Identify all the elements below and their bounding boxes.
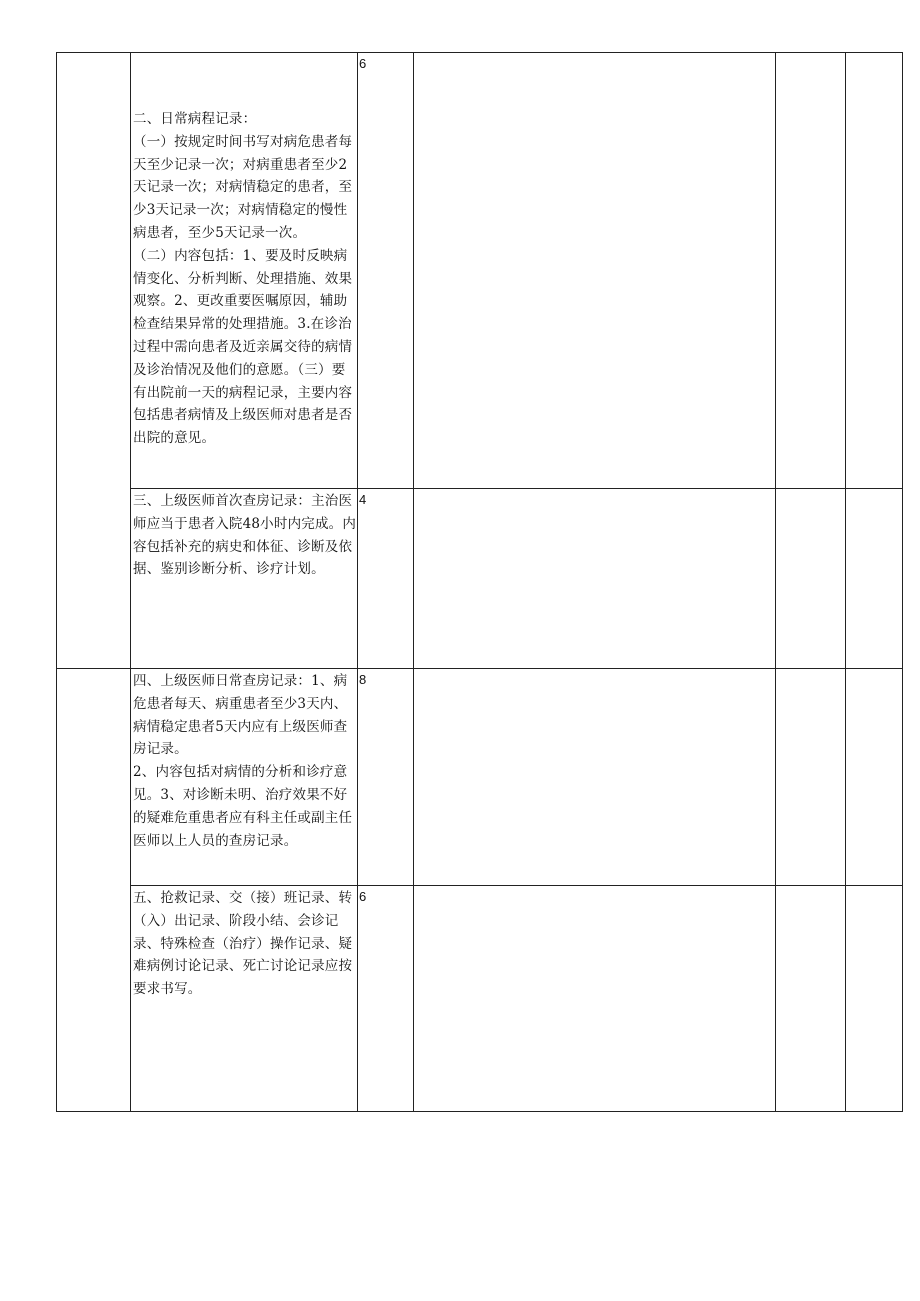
deduction-cell <box>414 886 776 1112</box>
criteria-paragraph: 五、抢救记录、交（接）班记录、转（入）出记录、阶段小结、会诊记录、特殊检查（治疗）操作记录、疑难病例讨论记录、死亡讨论记录应按要求书写。 <box>133 890 353 998</box>
criteria-text <box>131 886 357 1001</box>
criteria-cell <box>131 53 358 489</box>
criteria-cell <box>131 489 358 669</box>
remarks-cell <box>846 886 903 1112</box>
table-row <box>57 53 903 489</box>
criteria-cell <box>131 886 358 1112</box>
criteria-text <box>131 489 357 581</box>
deduction-cell <box>414 669 776 886</box>
table-row <box>57 669 903 886</box>
criteria-paragraph: （二）内容包括：1、要及时反映病情变化、分析判断、处理措施、效果观察。2、更改重要医嘱原因，辅助检查结果异常的处理措施。3.在诊治过程中需向患者及近亲属交待的病情及诊治情况及他们的意愿。（三）要有出院前一天的病程记录，主要内容包括患者病情及上级医师对患者是否出院的意见。 <box>133 247 353 447</box>
table-row <box>57 886 903 1112</box>
evaluation-table <box>56 52 903 1112</box>
category-cell <box>57 53 131 669</box>
deducted-points-cell <box>776 669 846 886</box>
deducted-points-cell <box>776 489 846 669</box>
score-cell <box>358 489 414 669</box>
criteria-text <box>131 669 357 852</box>
deducted-points-cell <box>776 53 846 489</box>
criteria-paragraph: 二、日常病程记录： <box>133 111 257 127</box>
deduction-cell <box>414 53 776 489</box>
score-value: 6 <box>359 56 367 71</box>
score-value: 4 <box>359 492 367 507</box>
criteria-paragraph: 三、上级医师首次查房记录：主治医师应当于患者入院48小时内完成。内容包括补充的病史和体征、诊断及依据、鉴别诊断分析、诊疗计划。 <box>133 493 357 578</box>
category-cell <box>57 669 131 1112</box>
criteria-cell <box>131 669 358 886</box>
remarks-cell <box>846 669 903 886</box>
table-row <box>57 489 903 669</box>
score-cell <box>358 53 414 489</box>
score-value: 8 <box>359 672 367 687</box>
remarks-cell <box>846 489 903 669</box>
score-cell <box>358 886 414 1112</box>
score-cell <box>358 669 414 886</box>
criteria-paragraph: 四、上级医师日常查房记录：1、病危患者每天、病重患者至少3天内、病情稳定患者5天内应有上级医师查房记录。 <box>133 673 348 758</box>
criteria-paragraph: （一）按规定时间书写对病危患者每天至少记录一次；对病重患者至少2天记录一次；对病情稳定的患者，至少3天记录一次；对病情稳定的慢性病患者，至少5天记录一次。 <box>133 133 353 241</box>
remarks-cell <box>846 53 903 489</box>
criteria-paragraph: 2、内容包括对病情的分析和诊疗意见。3、对诊断未明、治疗效果不好的疑难危重患者应有科主任或副主任医师以上人员的查房记录。 <box>133 764 353 849</box>
deduction-cell <box>414 489 776 669</box>
score-value: 6 <box>359 889 367 904</box>
criteria-text <box>131 53 357 450</box>
deducted-points-cell <box>776 886 846 1112</box>
